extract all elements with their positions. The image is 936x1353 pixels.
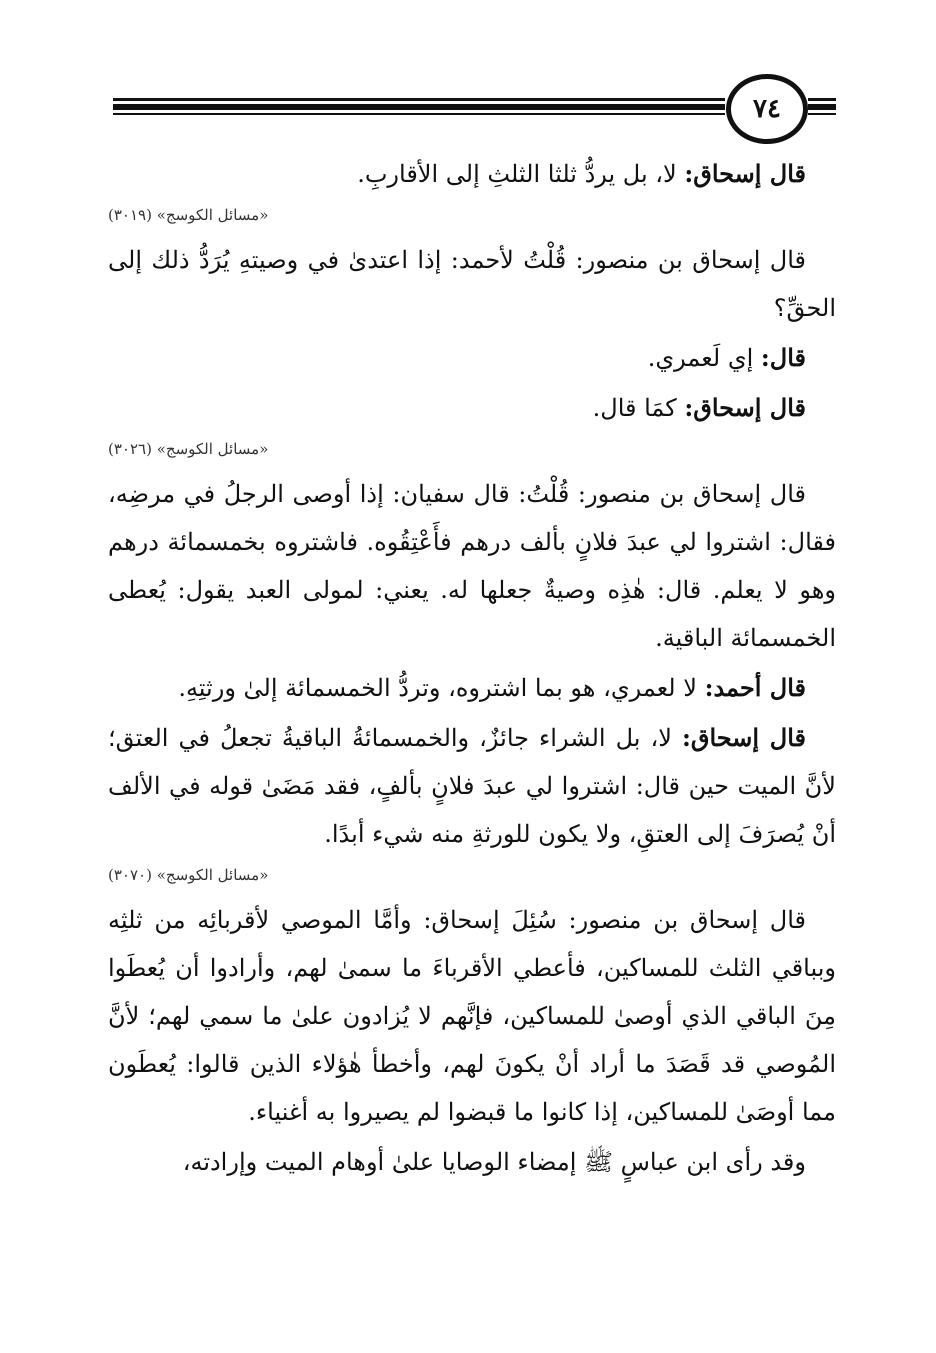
paragraph	[108, 1138, 836, 1186]
page-number: ٧٤	[726, 74, 808, 144]
speaker: قال إسحاق:	[684, 159, 806, 188]
paragraph-text: لا، بل الشراء جائزٌ، والخمسمائةُ الباقيةُ تجعلُ في العتق؛ لأنَّ الميت حين قال: اشتروا لي عبدَ فلانٍ بألفٍ، فقد مَضَىٰ قوله في الألف أنْ يُصرَفَ إلى العتقِ، ولا يكون للورثةِ منه شيء أبدًا.	[108, 724, 836, 848]
header-rule	[113, 113, 725, 115]
paragraph	[108, 470, 836, 662]
page-body	[108, 150, 836, 1186]
paragraph-text: وقد رأى ابن عباسٍ ﷺ إمضاء الوصايا علىٰ أوهام الميت وإرادته،	[182, 1148, 806, 1176]
speaker: قال إسحاق:	[681, 723, 807, 752]
paragraph-text: إي لَعمري.	[647, 344, 761, 372]
paragraph-text: كمَا قال.	[592, 394, 685, 422]
speaker: قال أحمد:	[704, 673, 806, 702]
paragraph	[108, 384, 836, 432]
paragraph-text: قال إسحاق بن منصور: قُلْتُ لأحمد: إذا اعتدىٰ في وصيتهِ يُرَدُّ ذلك إلى الحقِّ؟	[108, 246, 836, 322]
source-reference: «مسائل الكوسج» (٣٠٢٦)	[108, 440, 269, 458]
paragraph-text: لا، بل يردُّ ثلثا الثلثِ إلى الأقاربِ.	[357, 160, 685, 188]
header-rule	[808, 98, 836, 101]
source-reference: «مسائل الكوسج» (٣٠١٩)	[108, 206, 269, 224]
header-rule	[808, 113, 836, 115]
paragraph	[108, 714, 836, 858]
page-header	[0, 60, 936, 150]
paragraph-text: قال إسحاق بن منصور: قُلْتُ: قال سفيان: إذا أوصى الرجلُ في مرضِه، فقال: اشتروا لي عبدَ فلانٍ بألف درهم فأَعْتِقُوه. فاشتروه بخمسمائة درهم وهو لا يعلم. قال: هٰذِه وصيةٌ جعلها له. يعني: لمولى العبد يقول: يُعطى الخمسمائة الباقية.	[108, 480, 836, 652]
header-rule	[808, 104, 836, 110]
paragraph	[108, 334, 836, 382]
paragraph-text: قال إسحاق بن منصور: سُئِلَ إسحاق: وأمَّا الموصي لأقربائِه من ثلثِه وبباقي الثلث للمساكين، فأعطي الأقرباءَ ما سمىٰ لهم، وأرادوا أن يُعطَوا مِنَ الباقي الذي أوصىٰ للمساكين، فإنَّهم لا يُزادون علىٰ ما سمي لهم؛ لأنَّ المُوصي قد قَصَدَ ما أراد أنْ يكونَ لهم، وأخطأ هٰؤلاء الذين قالوا: يُعطَون مما أوصَىٰ للمساكين، إذا كانوا ما قبضوا لم يصيروا به أغنياء.	[108, 906, 836, 1126]
paragraph	[108, 664, 836, 712]
paragraph	[108, 896, 836, 1136]
header-rule	[113, 104, 725, 110]
header-rule	[113, 98, 725, 101]
paragraph	[108, 150, 836, 198]
paragraph-text: لا لعمري، هو بما اشتروه، وتردُّ الخمسمائة إلىٰ ورثتِهِ.	[178, 674, 705, 702]
speaker: قال:	[760, 343, 806, 372]
source-reference: «مسائل الكوسج» (٣٠٧٠)	[108, 866, 269, 884]
paragraph	[108, 236, 836, 332]
speaker: قال إسحاق:	[684, 393, 806, 422]
